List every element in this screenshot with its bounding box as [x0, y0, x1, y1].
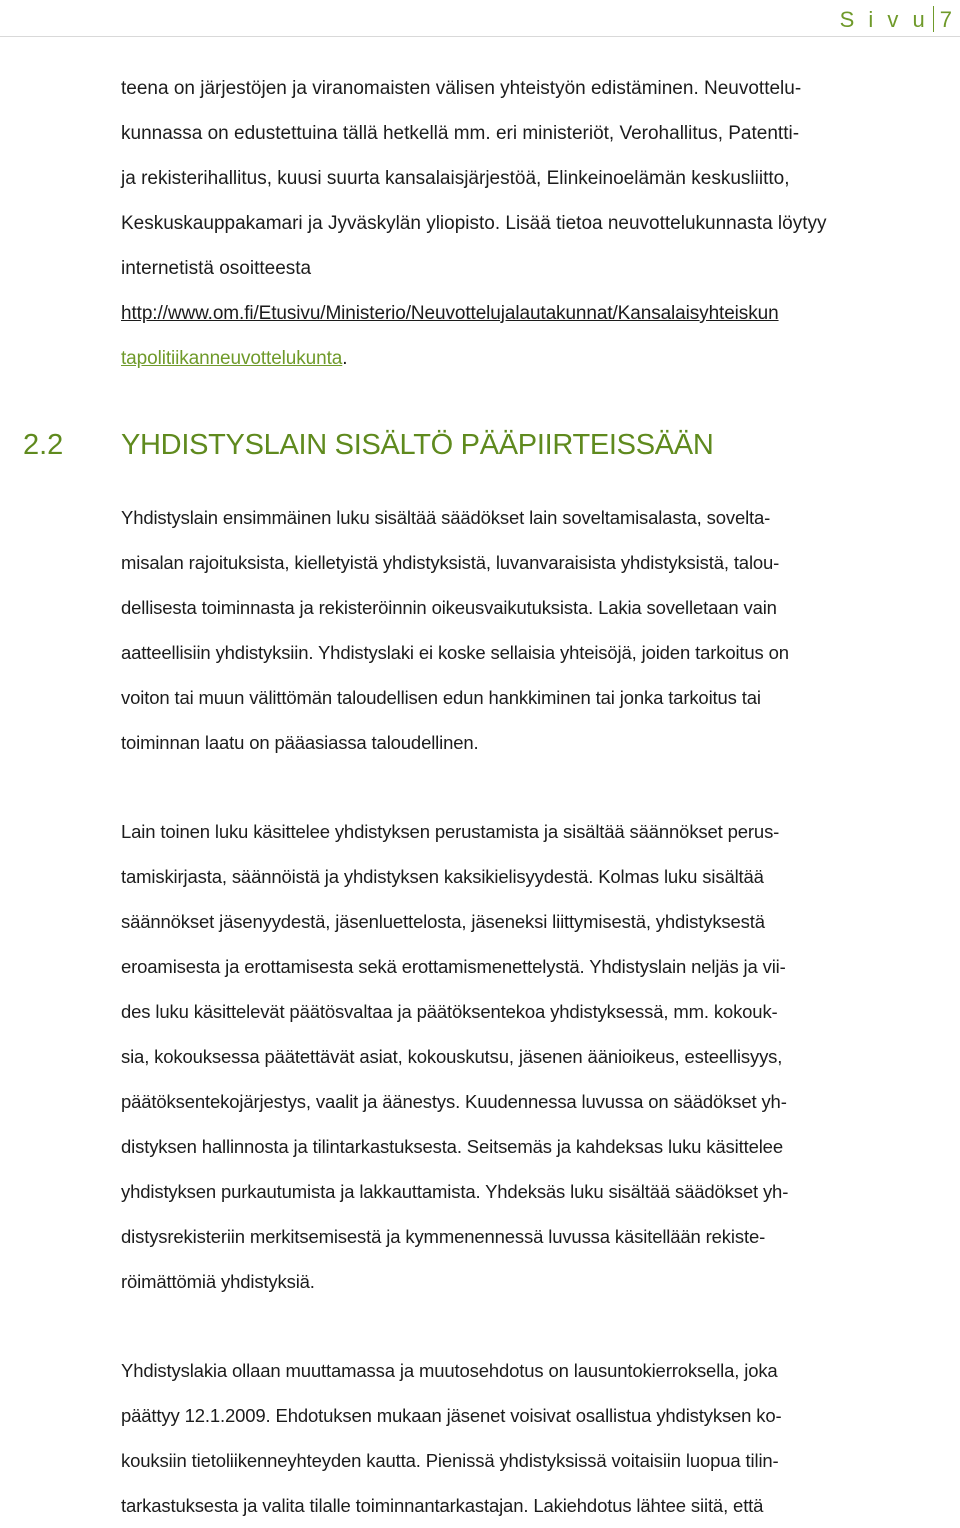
url-link-part2[interactable]: tapolitiikanneuvottelukunta — [121, 348, 343, 369]
url-link-row — [121, 336, 953, 381]
page-number — [840, 6, 952, 33]
text-line: kouksiin tietoliikenneyhteyden kautta. Pienissä yhdistyksissä voitaisiin luopua tilin- — [121, 1450, 779, 1471]
text-line: säännökset jäsenyydestä, jäsenluettelosta, jäseneksi liittymisestä, yhdistyksestä — [121, 911, 765, 932]
text-line: Yhdistyslakia ollaan muuttamassa ja muutosehdotus on lausuntokierroksella, joka — [121, 1360, 778, 1381]
text-line: Lain toinen luku käsittelee yhdistyksen perustamista ja sisältää säännökset perus- — [121, 821, 780, 842]
text-line: yhdistyksen purkautumista ja lakkauttamista. Yhdeksäs luku sisältää säädökset yh- — [121, 1181, 789, 1202]
text-line: aatteellisiin yhdistyksiin. Yhdistyslaki ei koske sellaisia yhteisöjä, joiden tarkoitus on — [121, 642, 789, 663]
text-line: ja rekisterihallitus, kuusi suurta kansalaisjärjestöä, Elinkeinoelämän keskusliitto, — [121, 168, 790, 189]
page-header — [0, 0, 960, 36]
text-line: dellisesta toiminnasta ja rekisteröinnin oikeusvaikutuksista. Lakia sovelletaan vain — [121, 597, 777, 618]
text-line: des luku käsittelevät päätösvaltaa ja päätöksentekoa yhdistyksessä, mm. kokouk- — [121, 1001, 778, 1022]
text-line: misalan rajoituksista, kielletyistä yhdistyksistä, luvanvaraisista yhdistyksistä, talou- — [121, 552, 780, 573]
text-line: eroamisesta ja erottamisesta sekä erottamismenettelystä. Yhdistyslain neljäs ja vii- — [121, 956, 786, 977]
url-link-part1[interactable]: http://www.om.fi/Etusivu/Ministerio/Neuvottelujalautakunnat/Kansalaisyhteiskun — [121, 303, 779, 324]
text-line: distysrekisteriin merkitsemisestä ja kymmenennessä luvussa käsitellään rekiste- — [121, 1226, 766, 1247]
link-trailing-period: . — [342, 348, 348, 369]
paragraph-other-chapters — [121, 809, 953, 1304]
section-heading — [23, 419, 953, 471]
text-line: Yhdistyslain ensimmäinen luku sisältää säädökset lain soveltamisalasta, sovelta- — [121, 507, 771, 528]
text-line: tamiskirjasta, säännöistä ja yhdistyksen kaksikielisyydestä. Kolmas luku sisältää — [121, 866, 764, 887]
text-line: sia, kokouksessa päätettävät asiat, kokouskutsu, jäsenen äänioikeus, esteellisyys, — [121, 1046, 783, 1067]
paragraph-law-amendment — [121, 1348, 953, 1528]
paragraph-intro — [121, 66, 953, 381]
page-number-value: 7 — [939, 7, 952, 32]
section-title: YHDISTYSLAIN SISÄLTÖ PÄÄPIIRTEISSÄÄN — [121, 429, 714, 461]
document-body — [23, 66, 953, 1528]
text-line: toiminnan laatu on pääasiassa taloudellinen. — [121, 732, 479, 753]
text-line: Keskuskauppakamari ja Jyväskylän yliopisto. Lisää tietoa neuvottelukunnasta löytyy — [121, 213, 827, 234]
page-number-divider — [933, 6, 934, 32]
paragraph-first-chapter — [121, 495, 953, 765]
text-line: internetistä osoitteesta — [121, 258, 312, 279]
text-line: päättyy 12.1.2009. Ehdotuksen mukaan jäsenet voisivat osallistua yhdistyksen ko- — [121, 1405, 782, 1426]
section-number: 2.2 — [23, 429, 64, 461]
text-line: teena on järjestöjen ja viranomaisten välisen yhteistyön edistäminen. Neuvottelu- — [121, 78, 802, 99]
page-label: S i v u — [839, 7, 929, 32]
text-line: distyksen hallinnosta ja tilintarkastuksesta. Seitsemäs ja kahdeksas luku käsittelee — [121, 1136, 783, 1157]
text-line: voiton tai muun välittömän taloudellisen edun hankkiminen tai jonka tarkoitus tai — [121, 687, 761, 708]
text-line: tarkastuksesta ja valita tilalle toiminnantarkastajan. Lakiehdotus lähtee siitä, että — [121, 1495, 764, 1516]
text-line: päätöksentekojärjestys, vaalit ja äänestys. Kuudennessa luvussa on säädökset yh- — [121, 1091, 787, 1112]
text-line: röimättömiä yhdistyksiä. — [121, 1271, 315, 1292]
header-rule — [0, 36, 960, 37]
text-line: kunnassa on edustettuina tällä hetkellä mm. eri ministeriöt, Verohallitus, Patentti- — [121, 123, 800, 144]
